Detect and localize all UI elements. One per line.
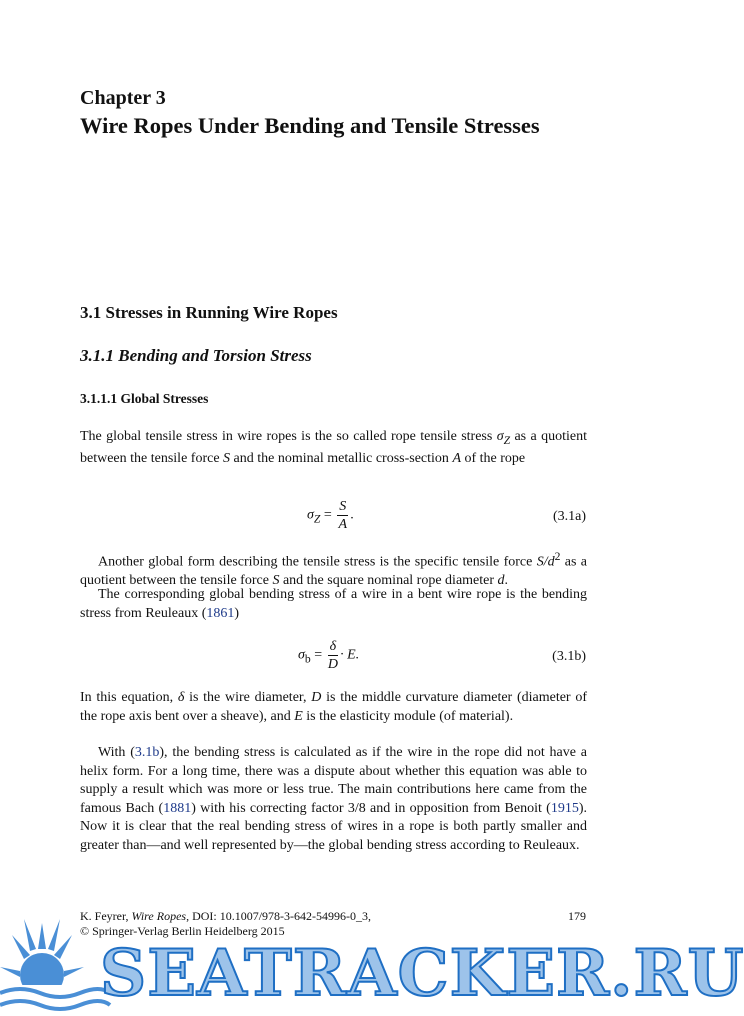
citation-benoit[interactable]: 1915 [550, 800, 579, 816]
citation-eq-3-1b[interactable]: 3.1b [134, 745, 160, 760]
page-number: 179 [568, 909, 586, 923]
equation-3-1b: $\sigma_b$ = $\frac{\delta}{D}$ · E. [298, 639, 360, 672]
section-heading: 3.1 Stresses in Running Wire Ropes [80, 303, 338, 322]
watermark-sun-icon [0, 915, 110, 1016]
paragraph-3: The corresponding global bending stress of a wire in a bent wire rope is the bending stress from Reuleaux (1861) [80, 587, 587, 621]
paragraph-2: Another global form describing the tensile stress is the specific tensile force $S/d^2$ as a quotient between the tensile force S and the square nominal rope diameter d. [80, 550, 587, 589]
equation-number-3-1b: (3.1b) [552, 649, 586, 664]
paragraph-5: With (3.1b), the bending stress is calculated as if the wire in the rope did not have a helix form. For a long time, there was a dispute about whether this equation was able to supply a result which was more or less true. The main contributions here came from the famous Bach (1881) with his correcting factor 3/8 and in opposition from Benoit (1915). Now it is clear that the real bending stress of wires in a rope is both partly smaller and greater than—and well represented by—the global bending stress according to Reuleaux. [80, 745, 587, 853]
chapter-title: Wire Ropes Under Bending and Tensile Stresses [80, 113, 540, 138]
footer-citation: K. Feyrer, Wire Ropes, DOI: 10.1007/978-3-642-54996-0_3, © Springer-Verlag Berlin Heidelberg 2015 [80, 909, 372, 938]
paragraph-4: In this equation, δ is the wire diameter, D is the middle curvature diameter (diameter of the rope axis bent over a sheave), and E is the elasticity module (of material). [80, 690, 587, 724]
subsection-heading: 3.1.1 Bending and Torsion Stress [80, 346, 312, 365]
citation-reuleaux[interactable]: 1861 [206, 605, 235, 621]
equation-number-3-1a: (3.1a) [552, 509, 586, 524]
paragraph-1: The global tensile stress in wire ropes is the so called rope tensile stress $\sigma_Z$ as a quotient between the tensile force S and the nominal metallic cross-section A of the rope [80, 429, 587, 467]
chapter-number: Chapter 3 [80, 87, 166, 109]
citation-bach[interactable]: 1881 [163, 800, 192, 816]
subsubsection-heading: 3.1.1.1 Global Stresses [80, 391, 209, 406]
equation-3-1a: $\sigma_Z$ = $\frac{S}{A}$ . [307, 499, 354, 532]
footer-copyright: © Springer-Verlag Berlin Heidelberg 2015 [80, 924, 285, 938]
watermark-text: SEATRACKER.RU [100, 936, 744, 1011]
